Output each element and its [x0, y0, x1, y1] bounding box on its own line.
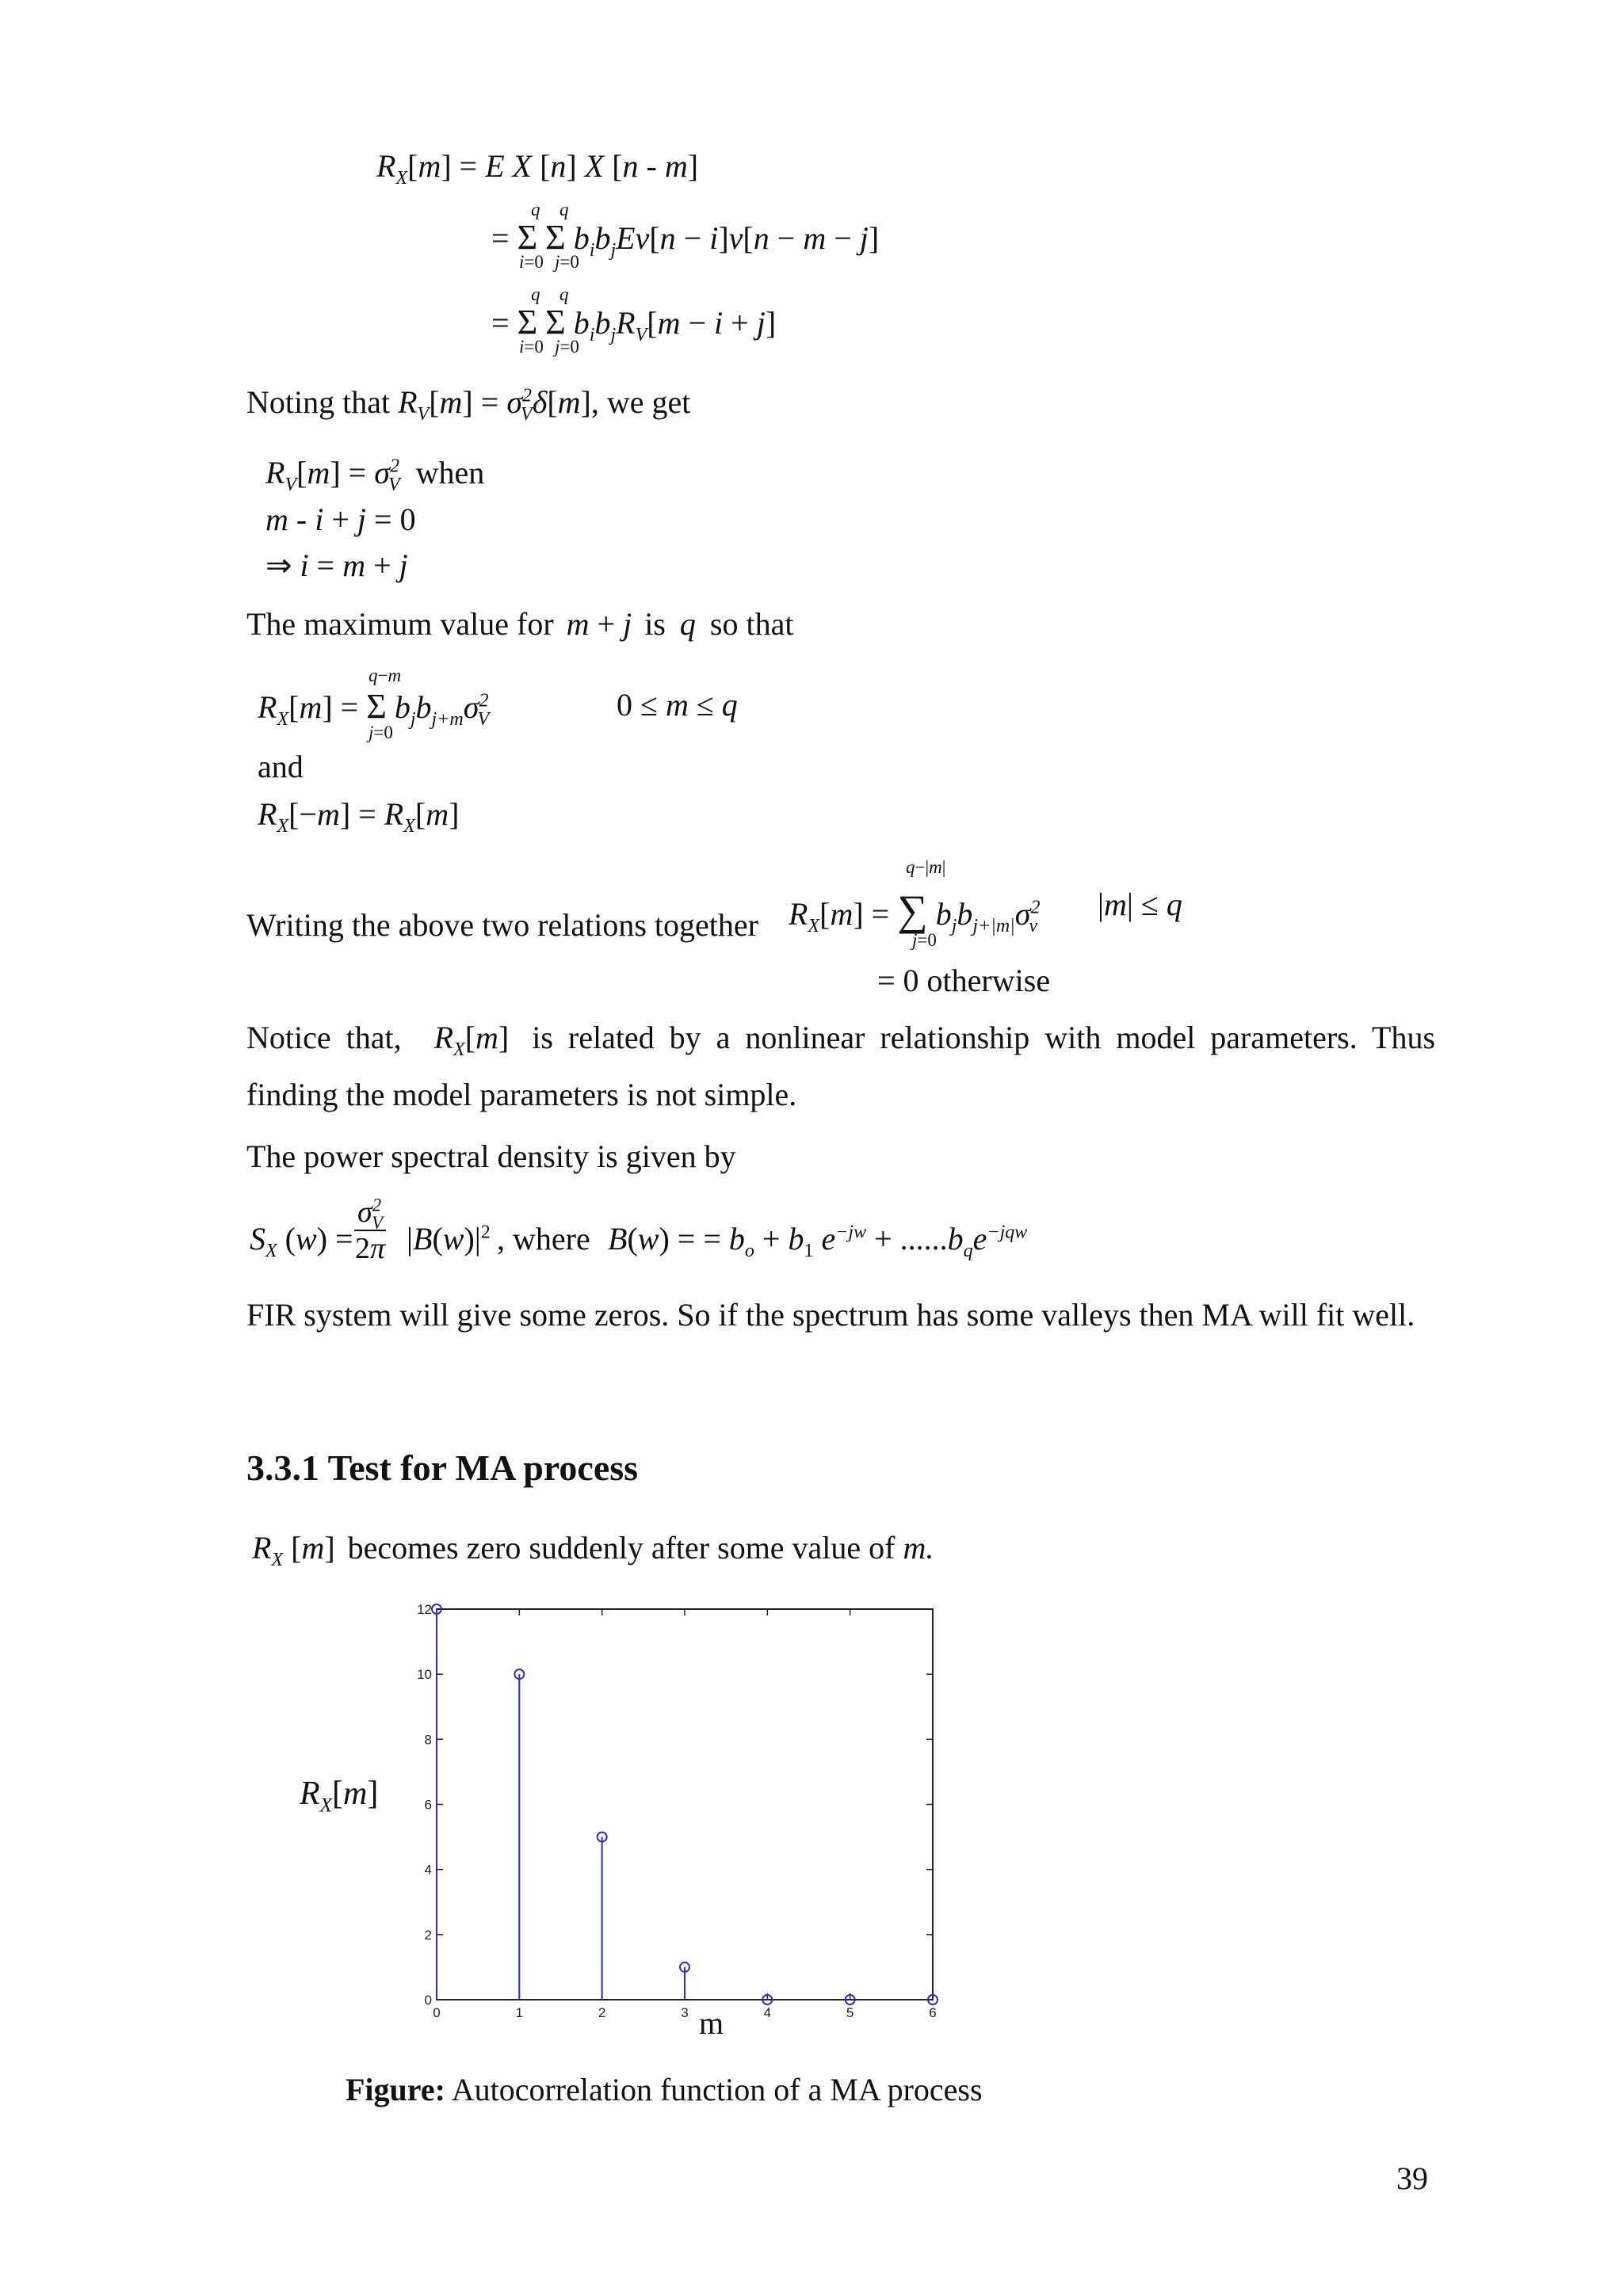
is-text: is: [644, 606, 666, 642]
writing-together-text: Writing the above two relations together: [246, 907, 758, 943]
fir-paragraph: FIR system will give some zeros. So if the spectrum has some valleys then MA will fit well.: [246, 1297, 1415, 1333]
eq-autocorr-def: $R_X[m] = E$ X [n] X [n - m]: [376, 148, 699, 189]
y-tick-label: 6: [424, 1797, 432, 1813]
test-line: $R_X$ [m] becomes zero suddenly after some value of m.: [252, 1530, 934, 1570]
eq-double-sum-rv: q q = Σ Σ $b_ib_jR_V[m - i + j]$ i=0 j=0: [491, 284, 777, 357]
and-text: and: [258, 749, 304, 784]
figure-caption-text: Autocorrelation function of a MA process: [451, 2072, 983, 2107]
y-tick-label: 8: [424, 1732, 432, 1748]
noting-that-text: Noting that: [246, 384, 391, 420]
max-value-line: The maximum value for m + j is q so that: [246, 606, 794, 642]
x-tick-label: 2: [598, 2005, 606, 2020]
so-that-text: so that: [709, 606, 794, 642]
figure-label: Figure:: [346, 2072, 445, 2107]
plot-frame: [437, 1609, 933, 2000]
x-tick-label: 4: [763, 2005, 772, 2020]
y-tick-label: 10: [417, 1667, 432, 1683]
test-var: m.: [903, 1530, 934, 1566]
y-tick-label: 12: [417, 1602, 432, 1617]
page-number: 39: [1396, 2161, 1428, 2196]
eq-rx-sum: q−m $R_X[m] = \Sigma$ $b_jb_{j+m}\sigma^2_V$ j=0: [258, 666, 490, 742]
y-tick-label: 0: [424, 1993, 432, 2008]
where-text: , where: [497, 1221, 590, 1257]
condition-m-i-j: m - i + j = 0: [265, 502, 416, 537]
x-tick-label: 6: [929, 2005, 937, 2020]
x-tick-label: 1: [515, 2005, 524, 2020]
eq-rx-range: 0 ≤ m ≤ q: [617, 687, 738, 723]
noting-that-line: Noting that $R_V[m] = \sigma^2_V\delta[m]$, we get: [246, 384, 691, 425]
notice-paragraph: Notice that, $R_X[m]$ is related by a nonlinear relationship with model parameters. Thus finding the model parameters is not simple.: [246, 1020, 1436, 1112]
we-get-text: , we get: [590, 384, 691, 420]
x-tick-label: 3: [681, 2005, 689, 2020]
rv-when-line: $R_V[m] = \sigma^2_V$ when: [265, 455, 485, 495]
eq-psd: $S_X$ (w) = $\frac{\sigma^2_V}{2\pi}$ $|B(w)|^2$ , where B(w) = = $b_o + b_1$ $e^{-jw} + ......b_qe^{-jqw}$: [250, 1195, 1028, 1265]
eq-rx-symmetry: $R_X[-m] = R_X[m]$: [258, 796, 460, 837]
chart-ylabel: $R_X[m]$: [300, 1775, 379, 1817]
figure-caption: [346, 2071, 983, 2109]
autocorrelation-stem-chart: [285, 1585, 1014, 2060]
test-line-text: becomes zero suddenly after some value of: [347, 1530, 896, 1566]
max-value-text: The maximum value for: [246, 606, 554, 642]
implies-i-m-j: ⇒ i = m + j: [265, 547, 408, 583]
y-tick-label: 4: [424, 1862, 432, 1878]
psd-intro-text: The power spectral density is given by: [246, 1138, 736, 1174]
notice-text-2: is related by a nonlinear relationship with model parameters. Thus finding the model parameters is not simple.: [246, 1020, 1436, 1112]
y-tick-label: 2: [424, 1927, 432, 1943]
notice-text-1: Notice that,: [246, 1020, 402, 1055]
otherwise-text: = 0 otherwise: [877, 963, 1051, 998]
section-heading: 3.3.1 Test for MA process: [246, 1447, 639, 1488]
eq-rx-combined: q−|m| $R_X[m]$ = ∑ $b_jb_{j+|m|}\sigma^2_v$ j=0 |m| ≤ q: [789, 857, 1182, 950]
x-tick-label: 0: [433, 2005, 441, 2020]
chart-xlabel: m: [699, 2005, 724, 2041]
when-text: when: [415, 455, 485, 490]
eq-double-sum-expectation: q q = Σ Σ $b_ib_jEv[n - i]v[n - m - j]$ i=0 j=0: [491, 200, 880, 272]
x-tick-label: 5: [846, 2005, 854, 2020]
